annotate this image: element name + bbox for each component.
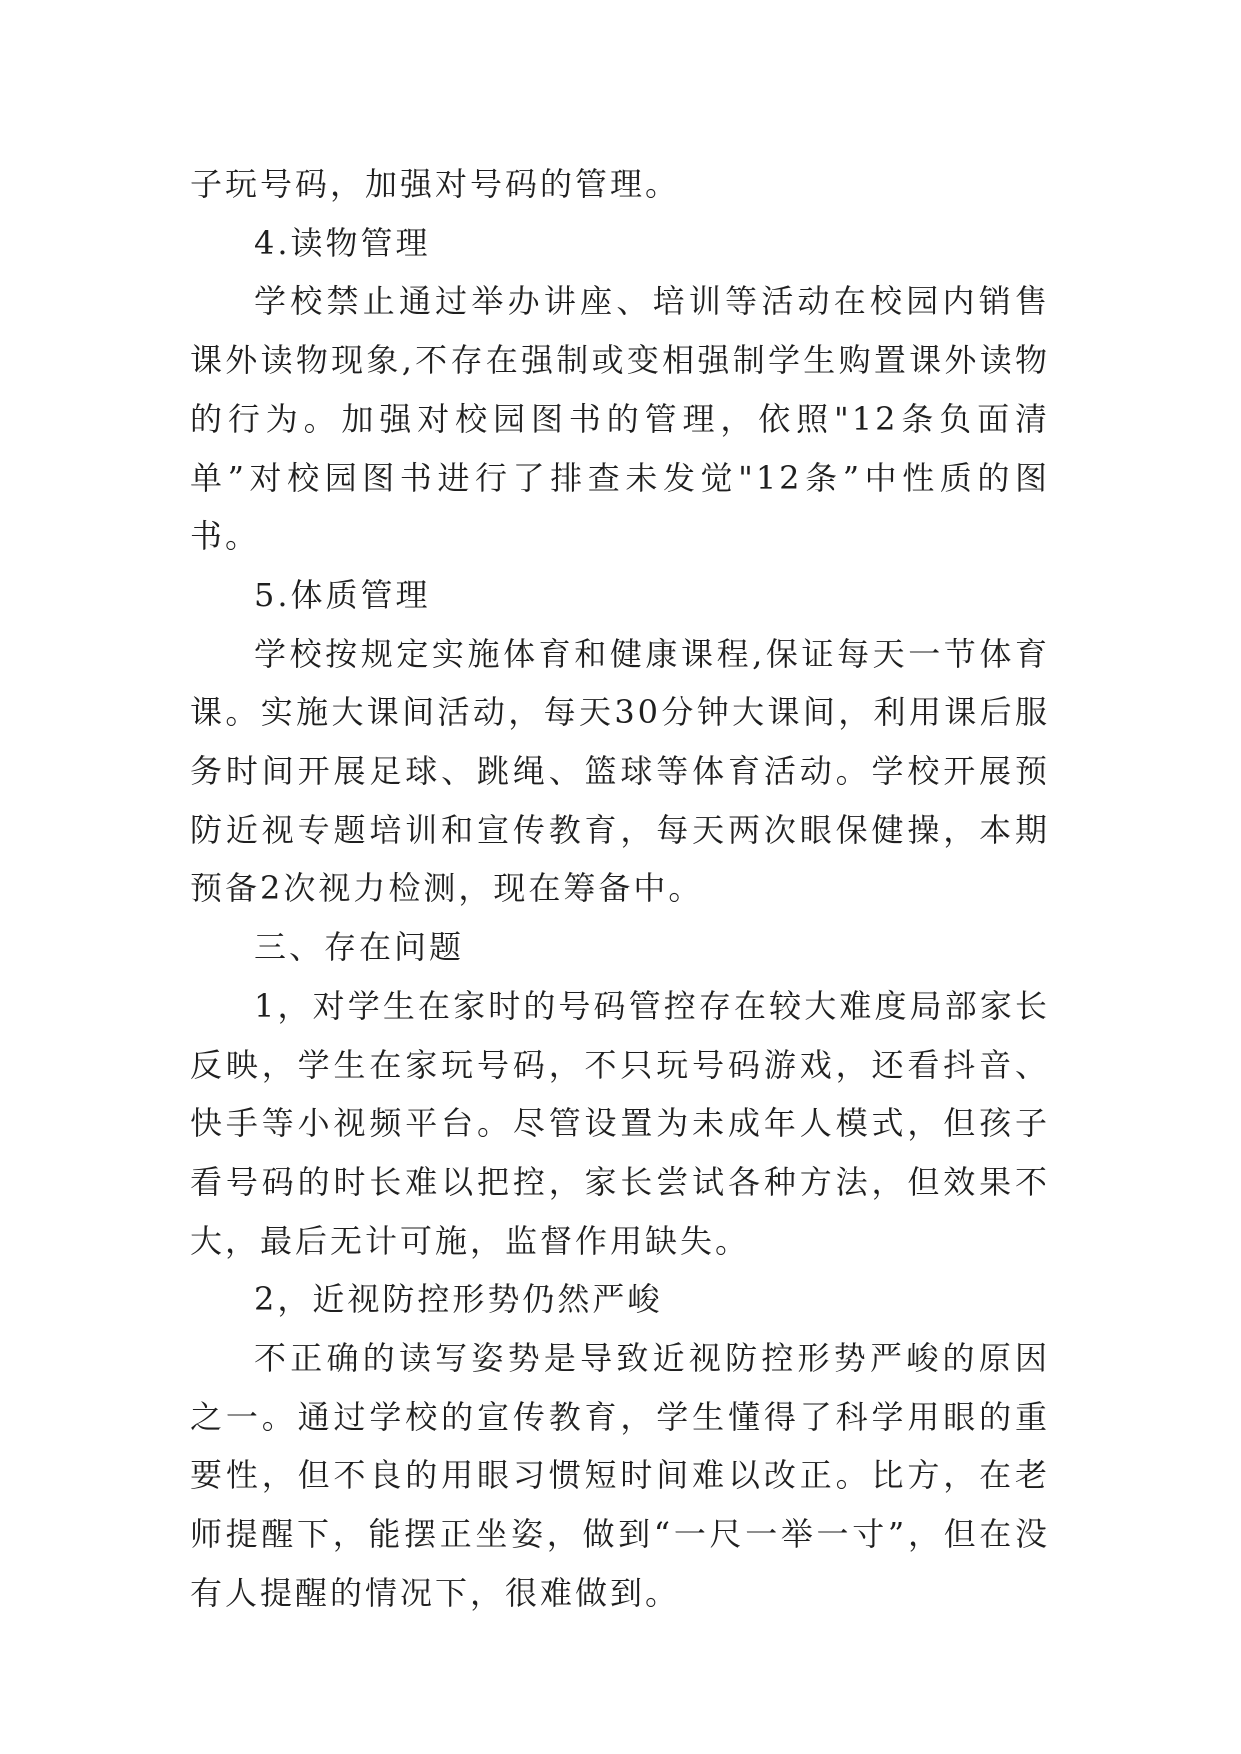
document-body xyxy=(190,155,1050,1623)
heading-problem-2: 2，近视防控形势仍然严峻 xyxy=(254,1280,663,1319)
paragraph-problem-1: 1，对学生在家时的号码管控存在较大难度局部家长反映，学生在家玩号码，不只玩号码游戏，还看抖音、快手等小视频平台。尽管设置为未成年人模式，但孩子看号码的时长难以把控，家长尝试各种方法，但效果不大，最后无计可施，监督作用缺失。 xyxy=(190,986,1050,1260)
paragraph-problem-2: 不正确的读写姿势是导致近视防控形势严峻的原因之一。通过学校的宣传教育，学生懂得了科学用眼的重要性，但不良的用眼习惯短时间难以改正。比方，在老师提醒下，能摆正坐姿，做到“一尺一举一寸”，但在没有人提醒的情况下，很难做到。 xyxy=(190,1339,1050,1612)
paragraph-reading-management: 学校禁止通过举办讲座、培训等活动在校园内销售课外读物现象,不存在强制或变相强制学生购置课外读物的行为。加强对校园图书的管理，依照"12条负面清单”对校园图书进行了排查未发觉"12条”中性质的图书。 xyxy=(190,282,1050,556)
paragraph-physical-management: 学校按规定实施体育和健康课程,保证每天一节体育课。实施大课间活动，每天30分钟大课间，利用课后服务时间开展足球、跳绳、篮球等体育活动。学校开展预防近视专题培训和宣传教育，每天两次眼保健操，本期预备2次视力检测，现在筹备中。 xyxy=(190,634,1050,908)
heading-physical-management: 5.体质管理 xyxy=(254,575,431,614)
heading-existing-problems: 三、存在问题 xyxy=(254,928,465,967)
heading-reading-management: 4.读物管理 xyxy=(254,223,431,262)
paragraph-continuation: 子玩号码，加强对号码的管理。 xyxy=(190,165,681,203)
